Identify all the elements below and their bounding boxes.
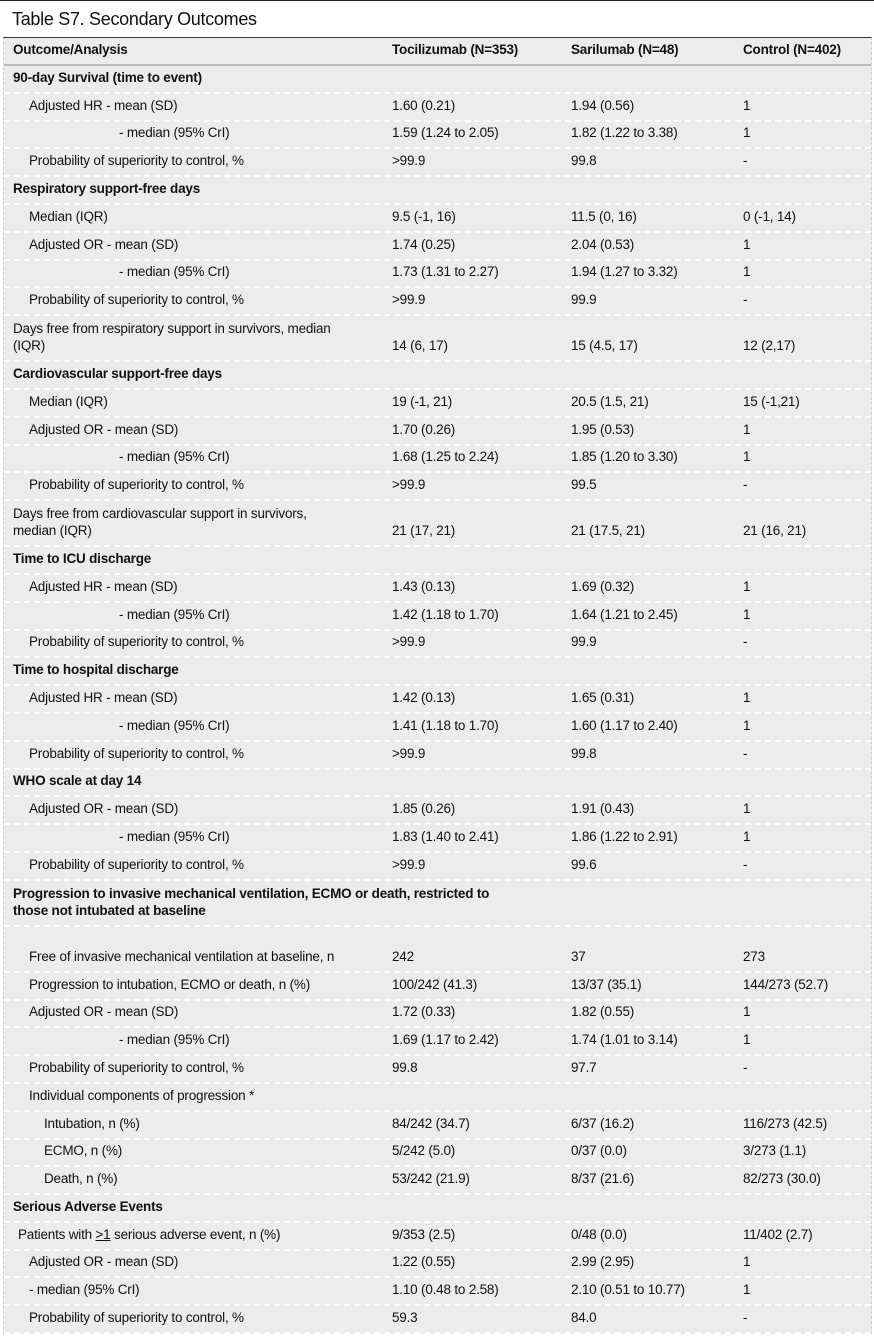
row-label-text: Adjusted OR - mean (SD) [29, 801, 179, 817]
header-tocilizumab: Tocilizumab (N=353) [392, 42, 519, 57]
section-row [4, 362, 871, 390]
row-label [119, 263, 229, 280]
row-label [13, 365, 222, 382]
sarilumab-value: 1.82 (0.55) [571, 1004, 635, 1020]
table-row [4, 1140, 871, 1168]
control-value: 3/273 (1.1) [743, 1143, 807, 1159]
sarilumab-value: 2.10 (0.51 to 10.77) [571, 1282, 685, 1298]
control-value: 1 [743, 449, 751, 465]
sarilumab-value: 1.95 (0.53) [571, 421, 635, 437]
control-value: 144/273 (52.7) [743, 976, 829, 992]
tocilizumab-value: 9.5 (-1, 16) [392, 208, 456, 224]
table-row [4, 233, 871, 261]
table-row [4, 686, 871, 714]
row-label-text: - median (95% CrI) [119, 125, 230, 141]
table-row [4, 122, 871, 150]
table-row [4, 316, 871, 362]
tocilizumab-value: 1.42 (1.18 to 1.70) [392, 606, 499, 622]
row-label [29, 236, 178, 253]
row-label [44, 1170, 117, 1187]
tocilizumab-value: 100/242 (41.3) [392, 976, 478, 992]
control-value: 1 [743, 689, 751, 705]
tocilizumab-value: 99.8 [392, 1059, 418, 1075]
control-value: 1 [743, 1004, 751, 1020]
control-value: 1 [743, 97, 751, 113]
tocilizumab-value: 1.74 (0.25) [392, 236, 456, 252]
sarilumab-value: 99.6 [571, 856, 597, 872]
row-label [29, 208, 108, 225]
sarilumab-value: 1.91 (0.43) [571, 801, 635, 817]
sarilumab-value: 1.85 (1.20 to 3.30) [571, 449, 678, 465]
table-row [4, 1001, 871, 1029]
row-label-text: Probability of superiority to control, % [29, 856, 244, 872]
row-label [29, 1309, 244, 1326]
sarilumab-value: 99.9 [571, 292, 597, 308]
tocilizumab-value: >99.9 [392, 153, 426, 169]
sarilumab-value: 1.94 (1.27 to 3.32) [571, 264, 678, 280]
row-label-text: Progression to intubation, ECMO or death, n (%) [29, 976, 310, 992]
control-value: 1 [743, 801, 751, 817]
tocilizumab-value: 242 [392, 948, 414, 964]
tocilizumab-value: >99.9 [392, 634, 426, 650]
row-label-text: Probability of superiority to control, % [29, 477, 244, 493]
row-label [119, 828, 229, 845]
control-value: 1 [743, 717, 751, 733]
row-label [44, 1142, 122, 1159]
control-value: - [743, 153, 748, 169]
table-row [4, 1084, 871, 1112]
row-label [29, 97, 177, 114]
tocilizumab-value: 1.41 (1.18 to 1.70) [392, 717, 499, 733]
control-value: 15 (-1,21) [743, 393, 800, 409]
sarilumab-value: 11.5 (0, 16) [571, 208, 637, 224]
row-label-text: Adjusted HR - mean (SD) [29, 578, 178, 594]
table-row [4, 149, 871, 177]
sarilumab-value: 6/37 (16.2) [571, 1115, 635, 1131]
control-value: 1 [743, 606, 751, 622]
table-header-row [4, 38, 871, 66]
tocilizumab-value: 1.59 (1.24 to 2.05) [392, 125, 499, 141]
tocilizumab-value: 1.69 (1.17 to 2.42) [392, 1032, 499, 1048]
control-value: - [743, 1059, 748, 1075]
table-row [4, 1223, 871, 1251]
sarilumab-value: 0/48 (0.0) [571, 1226, 627, 1242]
sarilumab-value: 84.0 [571, 1310, 597, 1326]
row-label-text: Probability of superiority to control, % [29, 1059, 244, 1075]
row-label-text: - median (95% CrI) [29, 1282, 140, 1298]
row-label-text: ECMO, n (%) [44, 1143, 123, 1159]
tocilizumab-value: 1.83 (1.40 to 2.41) [392, 828, 499, 844]
row-label-text: - median (95% CrI) [119, 1032, 230, 1048]
row-label-text: Time to hospital discharge [13, 662, 179, 678]
table-row [4, 288, 871, 316]
sarilumab-value: 99.9 [571, 634, 597, 650]
row-label-text: Progression to invasive mechanical ventilation, ECMO or death, restricted to those not intubated at baseline [13, 885, 490, 918]
row-label [44, 1115, 140, 1132]
row-label [119, 448, 229, 465]
table-row [4, 205, 871, 233]
control-value: 1 [743, 1282, 751, 1298]
row-label [119, 124, 229, 141]
row-label [29, 393, 108, 410]
row-label [29, 421, 178, 438]
section-row [4, 177, 871, 205]
row-label-text: Time to ICU discharge [13, 550, 152, 566]
tocilizumab-value: >99.9 [392, 856, 426, 872]
tocilizumab-value: 21 (17, 21) [392, 523, 456, 539]
row-label [13, 1198, 163, 1215]
row-label [119, 606, 229, 623]
row-label-text: Probability of superiority to control, % [29, 292, 244, 308]
row-label-text: Patients with [18, 1226, 96, 1242]
row-label [13, 885, 493, 919]
control-value: 11/402 (2.7) [743, 1226, 813, 1242]
table-row [4, 1167, 871, 1195]
row-label [13, 772, 141, 789]
tocilizumab-value: 1.10 (0.48 to 2.58) [392, 1282, 499, 1298]
control-value: 1 [743, 1254, 751, 1270]
row-label-text: Probability of superiority to control, % [29, 1310, 244, 1326]
row-label-text: 90-day Survival (time to event) [13, 69, 202, 85]
section-row [4, 881, 871, 927]
section-row [4, 1195, 871, 1223]
control-value: 21 (16, 21) [743, 523, 807, 539]
control-value: 1 [743, 828, 751, 844]
sarilumab-value: 0/37 (0.0) [571, 1143, 627, 1159]
row-label [29, 948, 359, 965]
row-label-text: Death, n (%) [44, 1171, 118, 1187]
table-row [4, 825, 871, 853]
row-label [18, 1226, 280, 1243]
tocilizumab-value: >99.9 [392, 292, 426, 308]
sarilumab-value: 2.99 (2.95) [571, 1254, 635, 1270]
section-row [4, 658, 871, 686]
row-label [119, 717, 229, 734]
tocilizumab-value: 53/242 (21.9) [392, 1171, 470, 1187]
row-label-text: - median (95% CrI) [119, 828, 230, 844]
sarilumab-value: 2.04 (0.53) [571, 236, 635, 252]
row-label-text: Free of invasive mechanical ventilation at baseline, n [29, 948, 335, 964]
table-row [4, 261, 871, 289]
control-value: 0 (-1, 14) [743, 208, 796, 224]
row-label [29, 291, 244, 308]
row-label-text: Days free from cardiovascular support in survivors, median (IQR) [13, 506, 307, 539]
sarilumab-value: 99.5 [571, 477, 597, 493]
row-label-text: - median (95% CrI) [119, 606, 230, 622]
row-label [29, 578, 177, 595]
section-row [4, 547, 871, 575]
row-label [13, 69, 202, 86]
sarilumab-value: 1.60 (1.17 to 2.40) [571, 717, 678, 733]
sarilumab-value: 1.74 (1.01 to 3.14) [571, 1032, 678, 1048]
table-row [4, 473, 871, 501]
control-value: 1 [743, 421, 751, 437]
row-label [119, 1031, 229, 1048]
row-label [29, 689, 177, 706]
row-label-text: Adjusted OR - mean (SD) [29, 236, 179, 252]
control-value: - [743, 856, 748, 872]
section-row [4, 770, 871, 798]
row-label-text: serious adverse event, n (%) [110, 1226, 281, 1242]
tocilizumab-value: 59.3 [392, 1310, 418, 1326]
row-label-text: Median (IQR) [29, 393, 108, 409]
row-label [29, 152, 244, 169]
table-row [4, 714, 871, 742]
table-row [4, 1306, 871, 1334]
row-label [29, 976, 310, 993]
sarilumab-value: 8/37 (21.6) [571, 1171, 635, 1187]
row-label [29, 800, 178, 817]
table-row [4, 418, 871, 446]
table-row [4, 1028, 871, 1056]
tocilizumab-value: 9/353 (2.5) [392, 1226, 456, 1242]
row-label [29, 856, 244, 873]
tocilizumab-value: 1.22 (0.55) [392, 1254, 456, 1270]
control-value: 1 [743, 236, 751, 252]
row-label-text: Intubation, n (%) [44, 1115, 140, 1131]
row-label-text: Adjusted OR - mean (SD) [29, 1004, 179, 1020]
control-value: 1 [743, 1032, 751, 1048]
tocilizumab-value: 1.72 (0.33) [392, 1004, 456, 1020]
sarilumab-value: 37 [571, 948, 586, 964]
tocilizumab-value: 1.43 (0.13) [392, 578, 456, 594]
tocilizumab-value: 1.70 (0.26) [392, 421, 456, 437]
row-label-text: Median (IQR) [29, 208, 108, 224]
sarilumab-value: 21 (17.5, 21) [571, 523, 645, 539]
tocilizumab-value: 14 (6, 17) [392, 338, 448, 354]
row-label-text: Serious Adverse Events [13, 1198, 163, 1214]
row-label-text: - median (95% CrI) [119, 264, 230, 280]
tocilizumab-value: 1.68 (1.25 to 2.24) [392, 449, 499, 465]
row-label [29, 1003, 178, 1020]
table-row [4, 853, 871, 881]
table-row [4, 1251, 871, 1279]
sarilumab-value: 1.94 (0.56) [571, 97, 635, 113]
header-sarilumab: Sarilumab (N=48) [571, 42, 679, 57]
row-label-text: Probability of superiority to control, % [29, 634, 244, 650]
row-label [29, 1281, 139, 1298]
table-row [4, 390, 871, 418]
row-label [29, 745, 244, 762]
row-label-text: Adjusted OR - mean (SD) [29, 421, 179, 437]
tocilizumab-value: 1.42 (0.13) [392, 689, 456, 705]
row-label [29, 1087, 254, 1104]
control-value: 12 (2,17) [743, 338, 796, 354]
sarilumab-value: 20.5 (1.5, 21) [571, 393, 649, 409]
row-label [29, 1253, 178, 1270]
row-label [13, 180, 200, 197]
sarilumab-value: 99.8 [571, 745, 597, 761]
control-value: 1 [743, 578, 751, 594]
sarilumab-value: 13/37 (35.1) [571, 976, 642, 992]
tocilizumab-value: 84/242 (34.7) [392, 1115, 470, 1131]
row-label-text: Cardiovascular support-free days [13, 365, 222, 381]
tocilizumab-value: 1.60 (0.21) [392, 97, 456, 113]
table-row [4, 446, 871, 474]
table-row [4, 1056, 871, 1084]
table-row [4, 94, 871, 122]
row-label-text: WHO scale at day 14 [13, 773, 142, 789]
sarilumab-value: 99.8 [571, 153, 597, 169]
header-outcome: Outcome/Analysis [13, 42, 128, 57]
row-label-text: Adjusted HR - mean (SD) [29, 689, 178, 705]
sarilumab-value: 15 (4.5, 17) [571, 338, 638, 354]
sarilumab-value: 1.82 (1.22 to 3.38) [571, 125, 678, 141]
control-value: - [743, 634, 748, 650]
tocilizumab-value: 1.85 (0.26) [392, 801, 456, 817]
tocilizumab-value: 19 (-1, 21) [392, 393, 453, 409]
row-label-symbol: >1 [95, 1226, 111, 1242]
row-label-text: - median (95% CrI) [119, 449, 230, 465]
row-label-text: Days free from respiratory support in survivors, median (IQR) [13, 321, 331, 354]
row-label [13, 505, 343, 539]
row-label-text: Respiratory support-free days [13, 180, 201, 196]
row-label-text: - median (95% CrI) [119, 717, 230, 733]
control-value: - [743, 477, 748, 493]
row-label [13, 550, 151, 567]
control-value: 82/273 (30.0) [743, 1171, 821, 1187]
row-label [13, 661, 179, 678]
table-row [4, 501, 871, 547]
table-row [4, 631, 871, 659]
control-value: 116/273 (42.5) [743, 1115, 828, 1131]
control-value: 1 [743, 125, 751, 141]
table-row [4, 797, 871, 825]
table-row [4, 603, 871, 631]
sarilumab-value: 1.86 (1.22 to 2.91) [571, 828, 678, 844]
tocilizumab-value: >99.9 [392, 745, 426, 761]
table-row [4, 973, 871, 1001]
row-label [29, 1059, 244, 1076]
table-caption [0, 0, 874, 37]
secondary-outcomes-table [3, 37, 872, 1334]
row-label [29, 476, 244, 493]
control-value: 273 [743, 948, 765, 964]
row-label-text: Adjusted HR - mean (SD) [29, 97, 178, 113]
row-label [29, 633, 244, 650]
row-label-text: Adjusted OR - mean (SD) [29, 1254, 179, 1270]
table-title: Table S7. Secondary Outcomes [12, 9, 257, 29]
header-control: Control (N=402) [743, 42, 841, 57]
table-row [4, 927, 871, 973]
row-label-text: Probability of superiority to control, % [29, 745, 244, 761]
table-row [4, 742, 871, 770]
tocilizumab-value: >99.9 [392, 477, 426, 493]
tocilizumab-value: 1.73 (1.31 to 2.27) [392, 264, 499, 280]
control-value: - [743, 745, 748, 761]
row-label-text: Individual components of progression * [29, 1087, 255, 1103]
table-row [4, 575, 871, 603]
table-row [4, 1278, 871, 1306]
sarilumab-value: 1.69 (0.32) [571, 578, 635, 594]
row-label [13, 320, 343, 354]
sarilumab-value: 1.64 (1.21 to 2.45) [571, 606, 678, 622]
sarilumab-value: 97.7 [571, 1059, 597, 1075]
control-value: 1 [743, 264, 751, 280]
sarilumab-value: 1.65 (0.31) [571, 689, 635, 705]
control-value: - [743, 292, 748, 308]
row-label-text: Probability of superiority to control, % [29, 153, 244, 169]
table-row [4, 1112, 871, 1140]
section-row [4, 66, 871, 94]
tocilizumab-value: 5/242 (5.0) [392, 1143, 456, 1159]
control-value: - [743, 1310, 748, 1326]
